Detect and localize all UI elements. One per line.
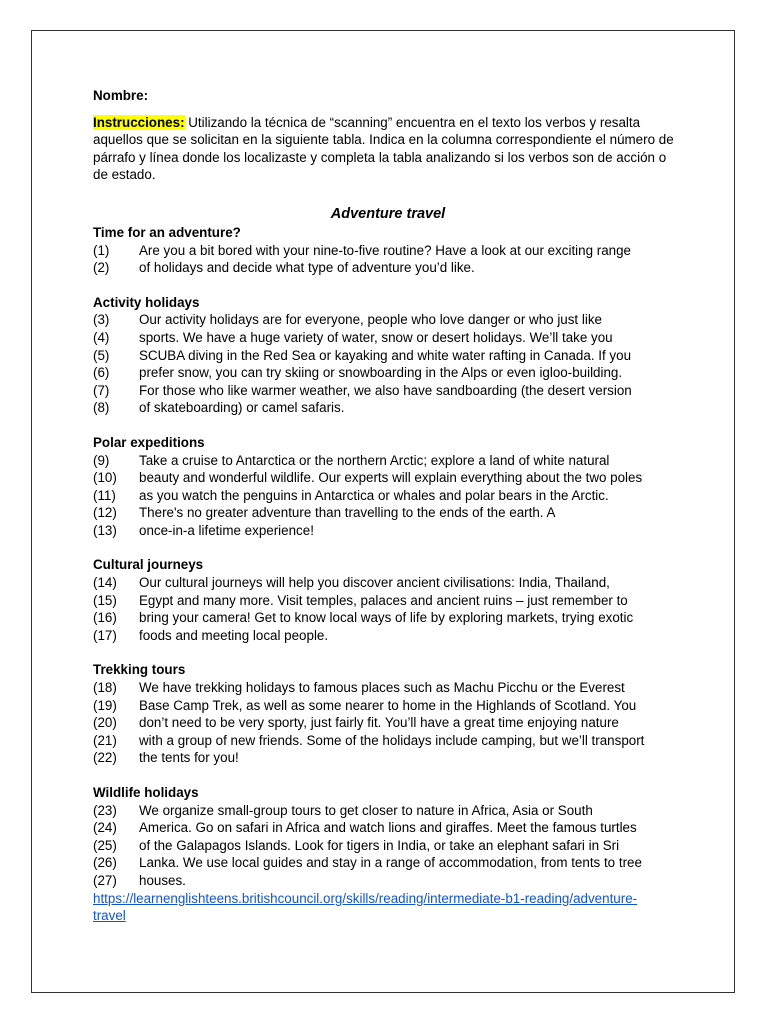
article-section xyxy=(93,294,683,417)
numbered-line xyxy=(93,329,683,347)
numbered-line xyxy=(93,679,683,697)
numbered-line xyxy=(93,399,683,417)
numbered-line xyxy=(93,452,683,470)
line-number: (21) xyxy=(93,732,117,748)
numbered-line xyxy=(93,802,683,820)
line-text: of skateboarding) or camel safaris. xyxy=(139,400,345,416)
section-heading: Activity holidays xyxy=(93,294,200,310)
numbered-line xyxy=(93,504,683,522)
line-number: (24) xyxy=(93,820,117,836)
line-number: (23) xyxy=(93,802,117,818)
line-number: (19) xyxy=(93,697,117,713)
numbered-line xyxy=(93,872,683,890)
numbered-line xyxy=(93,259,683,277)
line-text: of the Galapagos Islands. Look for tigers in India, or take an elephant safari in Sri xyxy=(139,837,620,853)
line-number: (11) xyxy=(93,487,116,503)
document-content xyxy=(93,87,683,925)
line-number: (9) xyxy=(93,452,110,468)
numbered-line xyxy=(93,487,683,505)
instructions-paragraph xyxy=(93,114,683,184)
line-number: (3) xyxy=(93,312,110,328)
numbered-line xyxy=(93,574,683,592)
line-number: (18) xyxy=(93,680,117,696)
numbered-line xyxy=(93,347,683,365)
line-text: foods and meeting local people. xyxy=(139,627,329,643)
line-text: Take a cruise to Antarctica or the northern Arctic; explore a land of white natural xyxy=(139,452,610,468)
line-text: don’t need to be very sporty, just fairly fit. You’ll have a great time enjoying nature xyxy=(139,715,619,731)
line-text: Base Camp Trek, as well as some nearer to home in the Highlands of Scotland. You xyxy=(139,697,637,713)
numbered-line xyxy=(93,697,683,715)
line-text: For those who like warmer weather, we also have sandboarding (the desert version xyxy=(139,382,632,398)
line-number: (6) xyxy=(93,365,110,381)
numbered-line xyxy=(93,522,683,540)
line-number: (13) xyxy=(93,522,117,538)
line-text: America. Go on safari in Africa and watch lions and giraffes. Meet the famous turtles xyxy=(139,820,637,836)
line-number: (15) xyxy=(93,592,117,608)
section-heading: Wildlife holidays xyxy=(93,785,199,800)
line-number: (7) xyxy=(93,382,110,398)
line-text: There's no greater adventure than travelling to the ends of the earth. A xyxy=(139,505,556,521)
line-text: SCUBA diving in the Red Sea or kayaking and white water rafting in Canada. If you xyxy=(139,347,632,363)
line-text: Are you a bit bored with your nine-to-five routine? Have a look at our exciting range xyxy=(139,242,632,258)
line-text: once-in-a lifetime experience! xyxy=(139,522,314,538)
line-number: (22) xyxy=(93,750,117,766)
article-section xyxy=(93,224,683,277)
line-number: (20) xyxy=(93,715,117,731)
line-number: (25) xyxy=(93,837,117,853)
line-number: (26) xyxy=(93,855,117,871)
numbered-line xyxy=(93,609,683,627)
section-heading: Trekking tours xyxy=(93,662,186,678)
line-text: We organize small-group tours to get closer to nature in Africa, Asia or South xyxy=(139,802,593,818)
line-text: of holidays and decide what type of adventure you’d like. xyxy=(139,260,475,276)
line-text: Our cultural journeys will help you discover ancient civilisations: India, Thailand, xyxy=(139,575,610,591)
line-number: (8) xyxy=(93,400,110,416)
numbered-line xyxy=(93,854,683,872)
article-section xyxy=(93,434,683,540)
numbered-line xyxy=(93,837,683,855)
numbered-line xyxy=(93,311,683,329)
line-number: (16) xyxy=(93,610,117,626)
numbered-line xyxy=(93,242,683,260)
line-text: prefer snow, you can try skiing or snowboarding in the Alps or even igloo-building. xyxy=(139,365,623,381)
line-text: with a group of new friends. Some of the holidays include camping, but we’ll transport xyxy=(139,732,645,748)
line-number: (17) xyxy=(93,627,117,643)
section-heading: Cultural journeys xyxy=(93,557,204,573)
name-label: Nombre: xyxy=(93,88,149,103)
article-section xyxy=(93,556,683,644)
numbered-line xyxy=(93,819,683,837)
line-number: (2) xyxy=(93,260,110,276)
line-number: (12) xyxy=(93,505,117,521)
numbered-line xyxy=(93,382,683,400)
numbered-line xyxy=(93,469,683,487)
source-link-line-2: travel xyxy=(93,908,126,924)
section-heading: Polar expeditions xyxy=(93,434,205,450)
section-heading: Time for an adventure? xyxy=(93,224,241,240)
source-link[interactable] xyxy=(93,890,683,925)
line-number: (1) xyxy=(93,242,110,258)
numbered-line xyxy=(93,732,683,750)
numbered-line xyxy=(93,749,683,767)
line-number: (4) xyxy=(93,329,110,345)
line-number: (14) xyxy=(93,575,117,591)
line-text: sports. We have a huge variety of water, snow or desert holidays. We’ll take you xyxy=(139,329,613,345)
line-text: houses. xyxy=(139,872,186,888)
article-sections xyxy=(93,224,683,890)
line-text: the tents for you! xyxy=(139,750,239,766)
line-number: (5) xyxy=(93,347,110,363)
line-text: beauty and wonderful wildlife. Our experts will explain everything about the two poles xyxy=(139,470,643,486)
line-number: (27) xyxy=(93,872,117,888)
line-text: as you watch the penguins in Antarctica or whales and polar bears in the Arctic. xyxy=(139,487,609,503)
line-number: (10) xyxy=(93,470,117,486)
numbered-line xyxy=(93,714,683,732)
line-text: Egypt and many more. Visit temples, palaces and ancient ruins – just remember to xyxy=(139,592,628,608)
source-link-line-1: https://learnenglishteens.britishcouncil.org/skills/reading/intermediate-b1-reading/adventure- xyxy=(93,890,638,906)
numbered-line xyxy=(93,627,683,645)
article-section xyxy=(93,784,683,890)
article-section xyxy=(93,661,683,767)
numbered-line xyxy=(93,364,683,382)
line-text: We have trekking holidays to famous places such as Machu Picchu or the Everest xyxy=(139,680,625,696)
numbered-line xyxy=(93,592,683,610)
document-title: Adventure travel xyxy=(330,205,446,222)
instructions-text: Utilizando la técnica de “scanning” encuentra en el texto los verbos y resalta aquellos que se solicitan en la siguiente tabla. Indica en la columna correspondiente el número de párrafo y línea donde los localizaste y completa la tabla analizando si los verbos son de acción o de estado. xyxy=(93,114,674,183)
line-text: Lanka. We use local guides and stay in a range of accommodation, from tents to tree xyxy=(139,855,642,871)
line-text: Our activity holidays are for everyone, people who love danger or who just like xyxy=(139,312,602,328)
instructions-label: Instrucciones: xyxy=(93,114,185,130)
line-text: bring your camera! Get to know local ways of life by exploring markets, trying exotic xyxy=(139,610,634,626)
